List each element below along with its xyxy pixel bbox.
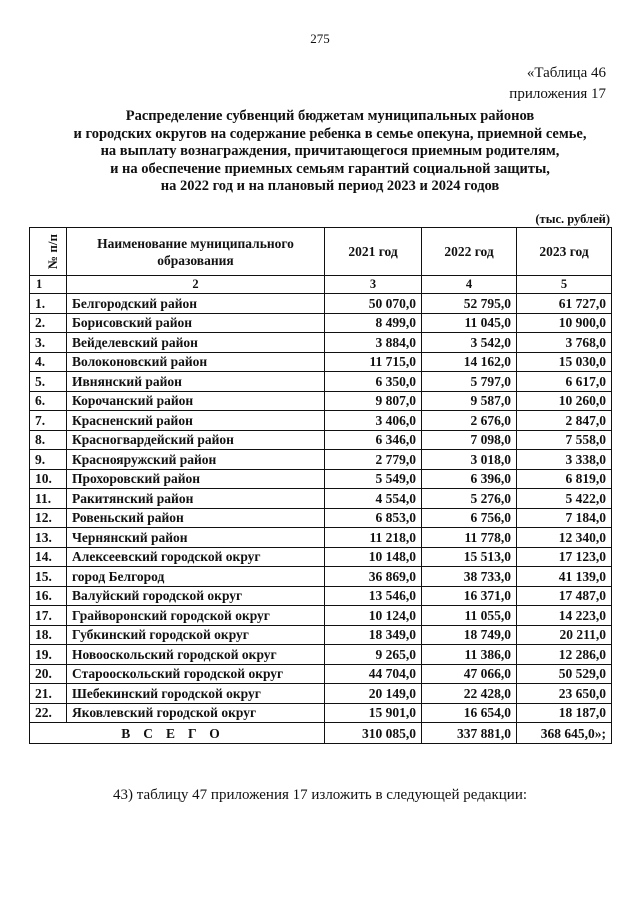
table-row	[30, 606, 612, 626]
value-2022: 11 045,0	[422, 313, 517, 333]
municipality-name: Яковлевский городской округ	[67, 703, 325, 723]
column-number: 2	[67, 276, 325, 294]
value-2022: 2 676,0	[422, 411, 517, 431]
value-2023: 3 768,0	[517, 333, 612, 353]
value-2021: 44 704,0	[325, 664, 422, 684]
municipality-name: Чернянский район	[67, 528, 325, 548]
table-row	[30, 489, 612, 509]
value-2023: 2 847,0	[517, 411, 612, 431]
value-2022: 5 276,0	[422, 489, 517, 509]
municipality-name: Красненский район	[67, 411, 325, 431]
table-row	[30, 586, 612, 606]
value-2021: 11 715,0	[325, 352, 422, 372]
table-row	[30, 333, 612, 353]
row-number: 6.	[30, 391, 67, 411]
value-2022: 3 542,0	[422, 333, 517, 353]
table-row	[30, 352, 612, 372]
value-2023: 12 340,0	[517, 528, 612, 548]
municipality-name: Алексеевский городской округ	[67, 547, 325, 567]
value-2021: 9 265,0	[325, 645, 422, 665]
value-2022: 38 733,0	[422, 567, 517, 587]
value-2022: 16 654,0	[422, 703, 517, 723]
value-2021: 9 807,0	[325, 391, 422, 411]
value-2022: 6 756,0	[422, 508, 517, 528]
value-2021: 10 148,0	[325, 547, 422, 567]
table-row	[30, 567, 612, 587]
document-title	[40, 108, 620, 196]
column-number: 1	[30, 276, 67, 294]
row-number: 19.	[30, 645, 67, 665]
row-number: 9.	[30, 450, 67, 470]
municipality-name: Борисовский район	[67, 313, 325, 333]
table-row	[30, 664, 612, 684]
header-2023: 2023 год	[517, 228, 612, 276]
row-number: 3.	[30, 333, 67, 353]
value-2022: 7 098,0	[422, 430, 517, 450]
value-2023: 14 223,0	[517, 606, 612, 626]
row-number: 11.	[30, 489, 67, 509]
row-number: 21.	[30, 684, 67, 704]
table-row	[30, 684, 612, 704]
title-line: на 2022 год и на плановый период 2023 и 2024 годов	[160, 178, 500, 194]
total-2022: 337 881,0	[422, 723, 517, 744]
row-number: 20.	[30, 664, 67, 684]
units-note: (тыс. рублей)	[535, 212, 610, 226]
value-2023: 50 529,0	[517, 664, 612, 684]
value-2023: 17 487,0	[517, 586, 612, 606]
row-number: 22.	[30, 703, 67, 723]
header-name: Наименование муниципального образования	[67, 228, 325, 276]
value-2022: 14 162,0	[422, 352, 517, 372]
value-2021: 36 869,0	[325, 567, 422, 587]
municipality-name: Валуйский городской округ	[67, 586, 325, 606]
municipality-name: Ивнянский район	[67, 372, 325, 392]
municipality-name: Губкинский городской округ	[67, 625, 325, 645]
value-2021: 4 554,0	[325, 489, 422, 509]
amendment-text: 43) таблицу 47 приложения 17 изложить в следующей редакции:	[112, 787, 528, 803]
row-number: 13.	[30, 528, 67, 548]
value-2023: 5 422,0	[517, 489, 612, 509]
table-reference-line-2: приложения 17	[509, 86, 606, 102]
title-line: на выплату вознаграждения, причитающегося приемным родителям,	[100, 143, 560, 159]
table-row	[30, 450, 612, 470]
table-row	[30, 411, 612, 431]
value-2021: 10 124,0	[325, 606, 422, 626]
header-2022: 2022 год	[422, 228, 517, 276]
page-number: 275	[310, 31, 330, 46]
row-number: 10.	[30, 469, 67, 489]
value-2023: 7 558,0	[517, 430, 612, 450]
table-row	[30, 313, 612, 333]
row-number: 15.	[30, 567, 67, 587]
value-2022: 11 386,0	[422, 645, 517, 665]
table-row	[30, 528, 612, 548]
header-2021: 2021 год	[325, 228, 422, 276]
value-2023: 3 338,0	[517, 450, 612, 470]
table-row	[30, 508, 612, 528]
value-2023: 15 030,0	[517, 352, 612, 372]
table-row	[30, 645, 612, 665]
row-number: 2.	[30, 313, 67, 333]
title-line: и на обеспечение приемных семьям гарантий социальной защиты,	[110, 160, 550, 177]
column-number-row	[30, 276, 612, 294]
column-number: 3	[325, 276, 422, 294]
municipality-name: Шебекинский городской округ	[67, 684, 325, 704]
value-2022: 18 749,0	[422, 625, 517, 645]
row-number: 8.	[30, 430, 67, 450]
value-2023: 61 727,0	[517, 294, 612, 314]
value-2021: 6 346,0	[325, 430, 422, 450]
value-2022: 16 371,0	[422, 586, 517, 606]
row-number: 18.	[30, 625, 67, 645]
value-2022: 15 513,0	[422, 547, 517, 567]
row-number: 16.	[30, 586, 67, 606]
table-row	[30, 430, 612, 450]
row-number: 12.	[30, 508, 67, 528]
value-2023: 18 187,0	[517, 703, 612, 723]
value-2021: 3 884,0	[325, 333, 422, 353]
subventions-table	[29, 227, 612, 744]
value-2023: 10 900,0	[517, 313, 612, 333]
value-2022: 52 795,0	[422, 294, 517, 314]
value-2021: 6 853,0	[325, 508, 422, 528]
table-row	[30, 469, 612, 489]
municipality-name: Корочанский район	[67, 391, 325, 411]
table-row	[30, 703, 612, 723]
row-number: 17.	[30, 606, 67, 626]
value-2023: 6 617,0	[517, 372, 612, 392]
value-2022: 6 396,0	[422, 469, 517, 489]
total-2021: 310 085,0	[325, 723, 422, 744]
value-2022: 47 066,0	[422, 664, 517, 684]
row-number: 7.	[30, 411, 67, 431]
value-2021: 18 349,0	[325, 625, 422, 645]
municipality-name: Прохоровский район	[67, 469, 325, 489]
municipality-name: Новооскольский городской округ	[67, 645, 325, 665]
value-2022: 11 055,0	[422, 606, 517, 626]
value-2023: 20 211,0	[517, 625, 612, 645]
value-2021: 13 546,0	[325, 586, 422, 606]
value-2023: 7 184,0	[517, 508, 612, 528]
title-line: и городских округов на содержание ребенка в семье опекуна, приемной семье,	[73, 125, 587, 142]
row-number: 14.	[30, 547, 67, 567]
column-number: 4	[422, 276, 517, 294]
value-2022: 3 018,0	[422, 450, 517, 470]
row-number: 4.	[30, 352, 67, 372]
column-number: 5	[517, 276, 612, 294]
table-row	[30, 391, 612, 411]
row-number: 1.	[30, 294, 67, 314]
table-row	[30, 625, 612, 645]
value-2023: 12 286,0	[517, 645, 612, 665]
table-reference	[509, 63, 606, 105]
value-2021: 20 149,0	[325, 684, 422, 704]
table-header-row	[30, 228, 612, 276]
value-2021: 8 499,0	[325, 313, 422, 333]
value-2021: 50 070,0	[325, 294, 422, 314]
value-2021: 2 779,0	[325, 450, 422, 470]
municipality-name: Старооскольский городской округ	[67, 664, 325, 684]
value-2021: 6 350,0	[325, 372, 422, 392]
table-reference-line-1: «Таблица 46	[526, 65, 606, 81]
total-label: ВСЕГО	[30, 723, 325, 744]
value-2022: 5 797,0	[422, 372, 517, 392]
value-2022: 11 778,0	[422, 528, 517, 548]
value-2023: 6 819,0	[517, 469, 612, 489]
value-2023: 10 260,0	[517, 391, 612, 411]
table-row	[30, 372, 612, 392]
value-2023: 41 139,0	[517, 567, 612, 587]
municipality-name: Краснояружский район	[67, 450, 325, 470]
header-number: № п/п	[30, 228, 67, 276]
municipality-name: Грайворонский городской округ	[67, 606, 325, 626]
value-2021: 15 901,0	[325, 703, 422, 723]
table-row	[30, 294, 612, 314]
value-2022: 22 428,0	[422, 684, 517, 704]
municipality-name: Вейделевский район	[67, 333, 325, 353]
total-2023: 368 645,0»;	[517, 723, 612, 744]
value-2021: 11 218,0	[325, 528, 422, 548]
row-number: 5.	[30, 372, 67, 392]
municipality-name: Белгородский район	[67, 294, 325, 314]
value-2021: 3 406,0	[325, 411, 422, 431]
municipality-name: город Белгород	[67, 567, 325, 587]
municipality-name: Красногвардейский район	[67, 430, 325, 450]
municipality-name: Ракитянский район	[67, 489, 325, 509]
value-2022: 9 587,0	[422, 391, 517, 411]
value-2023: 23 650,0	[517, 684, 612, 704]
table-row	[30, 547, 612, 567]
value-2021: 5 549,0	[325, 469, 422, 489]
municipality-name: Волоконовский район	[67, 352, 325, 372]
municipality-name: Ровеньский район	[67, 508, 325, 528]
title-line: Распределение субвенций бюджетам муниципальных районов	[125, 108, 535, 124]
value-2023: 17 123,0	[517, 547, 612, 567]
total-row	[30, 723, 612, 744]
